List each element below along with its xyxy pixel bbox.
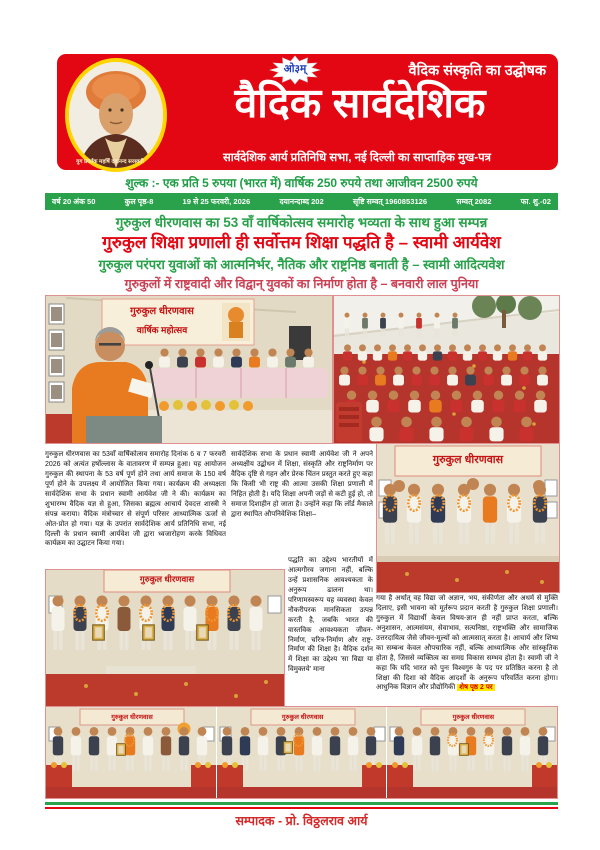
portrait-caption: युग प्रवर्तक महर्षि दयानन्द सरस्वती — [76, 159, 144, 165]
article-column-2b: पद्धति का उद्देश्य भारतीयों में आत्मगौरव जगाना नहीं, बल्कि उन्हें प्रशासनिक आवश्यकता के अनुरूप ढालना था। परिणामस्वरूप यह व्यवस्था केवल नौकरीपरक मानसिकता उत्पन्न करती है, जबकि भारत की वास्तविक आवश्यकता जीवन-निर्माण, चरित्र-निर्माण और राष्ट्र-निर्माण की शिक्षा है। वैदिक दर्शन में शिक्षा का उद्देश्य 'सा विद्या या विमुक्तये' माना — [288, 557, 373, 674]
article-column-1: गुरुकुल धीरणवास का 53वाँ वार्षिकोत्सव समारोह दिनांक 6 व 7 फरवरी 2026 को अत्यंत हर्षोल्लास के वातावरण में सम्पन्न हुआ। यह आयोजन गुरुकुल की स्थापना के 53 वर्ष पूर्ण होने तथा आर्य समाज के 150 वर्ष पूर्ण होने के उपलक्ष्य में आयोजित किया गया। कार्यक्रम की अध्यक्षता सार्वदेशिक सभा के प्रधान स्वामी आर्यवेश जी ने की। कार्यक्रम का शुभारम्भ वैदिक यज्ञ से हुआ, जिसका ब्रह्मत्व आचार्य देवदत्त शास्त्री ने संपन्न कराया। वैदिक मंत्रोच्चार से संपूर्ण परिसर आध्यात्मिक ऊर्जा से ओत-प्रोत हो गया। यज्ञ के उपरांत सार्वदेशिक आर्य प्रतिनिधि सभा, नई दिल्ली के प्रधान स्वामी आर्यवेश जी द्वारा ध्वजारोहण करके विधिवत कार्यक्रम का उद्घाटन किया गया। — [45, 451, 226, 548]
photo3-banner: गुरुकुल धीरणवास — [432, 454, 504, 466]
issue-samvat: सम्वत् 2082 — [456, 196, 492, 206]
photo-speaker-stage — [45, 295, 333, 444]
editor-credit-line: सम्पादक - प्रो. विठ्ठलराव आर्य — [235, 814, 368, 828]
strip-photo-2 — [217, 707, 387, 798]
issue-dayanandabd: दयानन्दाब्द 202 — [279, 196, 324, 206]
photo4-banner: गुरुकुल धीरणवास — [139, 574, 195, 584]
issue-date: 19 से 25 फरवरी, 2026 — [182, 196, 251, 206]
photo-portrait-presentation — [45, 569, 285, 707]
masthead-subtitle: सार्वदेशिक आर्य प्रतिनिधि सभा, नई दिल्ली का साप्ताहिक मुख-पत्र — [222, 152, 491, 164]
photo1-banner-line1: गुरुकुल धीरणवास — [130, 306, 194, 317]
article-column-3 — [376, 594, 558, 706]
headline-subhead-3: गुरुकुलों में राष्ट्रवादी और विद्वान् युवकों का निर्माण होता है – बनवारी लाल पुनिया — [124, 277, 479, 291]
dayanand-portrait-art — [69, 62, 163, 168]
photo-strip-bottom — [45, 706, 558, 799]
continued-on-page-2-tag: शेष पृष्ठ 2 पर — [459, 684, 493, 692]
headline-subhead-top: गुरुकुल धीरणवास का 53 वाँ वार्षिकोत्सव समारोह भव्यता के साथ हुआ सम्पन्न — [115, 215, 488, 230]
strip-photo-2-banner: गुरुकुल धीरणवास — [281, 714, 324, 721]
strip-photo-1 — [46, 707, 216, 798]
photo1-banner-line2: वार्षिक महोत्सव — [136, 325, 188, 335]
audience-crowd-illustration — [334, 296, 559, 443]
headline-main: गुरुकुल शिक्षा प्रणाली ही सर्वोत्तम शिक्षा पद्धति है – स्वामी आर्यवेश — [102, 233, 501, 252]
issue-tithi: फा. शु.-02 — [520, 196, 551, 206]
issue-info-bar — [45, 193, 558, 210]
dayanand-portrait — [65, 58, 167, 172]
price-line: शुल्क :- एक प्रति 5 रुपया (भारत में) वार्षिक 250 रुपये तथा आजीवन 2500 रुपये — [125, 176, 478, 190]
article-column-2a: सार्वदेशिक सभा के प्रधान स्वामी आर्यवेश जी ने अपने अध्यक्षीय उद्बोधन में शिक्षा, संस्कृति और राष्ट्रनिर्माण पर वैदिक दृष्टि से गहन और प्रेरक चिंतन प्रस्तुत करते हुए कहा कि किसी भी राष्ट्र की आत्मा उसकी शिक्षा प्रणाली में निहित होती है। यदि शिक्षा अपनी जड़ों से कटी हुई हो, तो समाज दिशाहीन हो जाता है। उन्होंने कहा कि लॉर्ड मैकाले द्वारा स्थापित औपनिवेशिक शिक्षा– — [231, 451, 373, 518]
newspaper-title: वैदिक सार्वदेशिक — [234, 80, 486, 126]
masthead-slogan: वैदिक संस्कृति का उद्घोषक — [408, 63, 546, 79]
issue-srishti-samvat: सृष्टि सम्वत् 1960853126 — [352, 196, 428, 206]
masthead-banner — [57, 54, 558, 170]
footer-divider — [45, 802, 558, 809]
portrait-presentation-illustration — [46, 570, 284, 706]
photo-garlanded-dignitaries — [376, 443, 560, 593]
photo-audience-crowd — [333, 295, 560, 444]
issue-volume: वर्ष 20 अंक 50 — [52, 196, 96, 206]
strip-photo-3 — [387, 707, 557, 798]
strip-photo-1-banner: गुरुकुल धीरणवास — [111, 714, 153, 721]
issue-pages: कुल पृष्ठ-8 — [124, 196, 154, 206]
om-text: ओ३म् — [283, 63, 307, 75]
headline-subhead-2: गुरुकुल परंपरा युवाओं को आत्मनिर्भर, नैतिक और राष्ट्रनिष्ठ बनाती है – स्वामी आदित्यवेश — [98, 257, 505, 272]
strip-photo-3-banner: गुरुकुल धीरणवास — [452, 714, 495, 721]
article-column-3-text: गया है अर्थात् वह विद्या जो अज्ञान, भय, संकीर्णता और अधर्म से मुक्ति दिलाए, इसी भावना को मूर्तरूप प्रदान करती है गुरुकुल शिक्षा प्रणाली। गुरुकुल में विद्यार्थी केवल विषय-ज्ञान ही नहीं प्राप्त करता, बल्कि अनुशासन, आत्मसंयम, सेवाभाव, सत्यनिष्ठा, राष्ट्रभक्ति और सामाजिक उत्तरदायित्व जैसे जीवन-मूल्यों को आत्मसात् करता है। आचार्य और शिष्य का सम्बन्ध केवल औपचारिक नहीं, बल्कि आध्यात्मिक और सांस्कृतिक होता है, जिससे व्यक्तित्व का समग्र विकास सम्भव होता है। स्वामी जी ने कहा कि यदि भारत को पुनः विश्वगुरु के पद पर प्रतिष्ठित करना है तो शिक्षा की दिशा को वैदिक आदर्शों के अनुरूप परिवर्तित करना होगा। आधुनिक विज्ञान और प्रौद्योगिकी — [376, 595, 558, 692]
speaker-stage-illustration — [46, 296, 332, 443]
